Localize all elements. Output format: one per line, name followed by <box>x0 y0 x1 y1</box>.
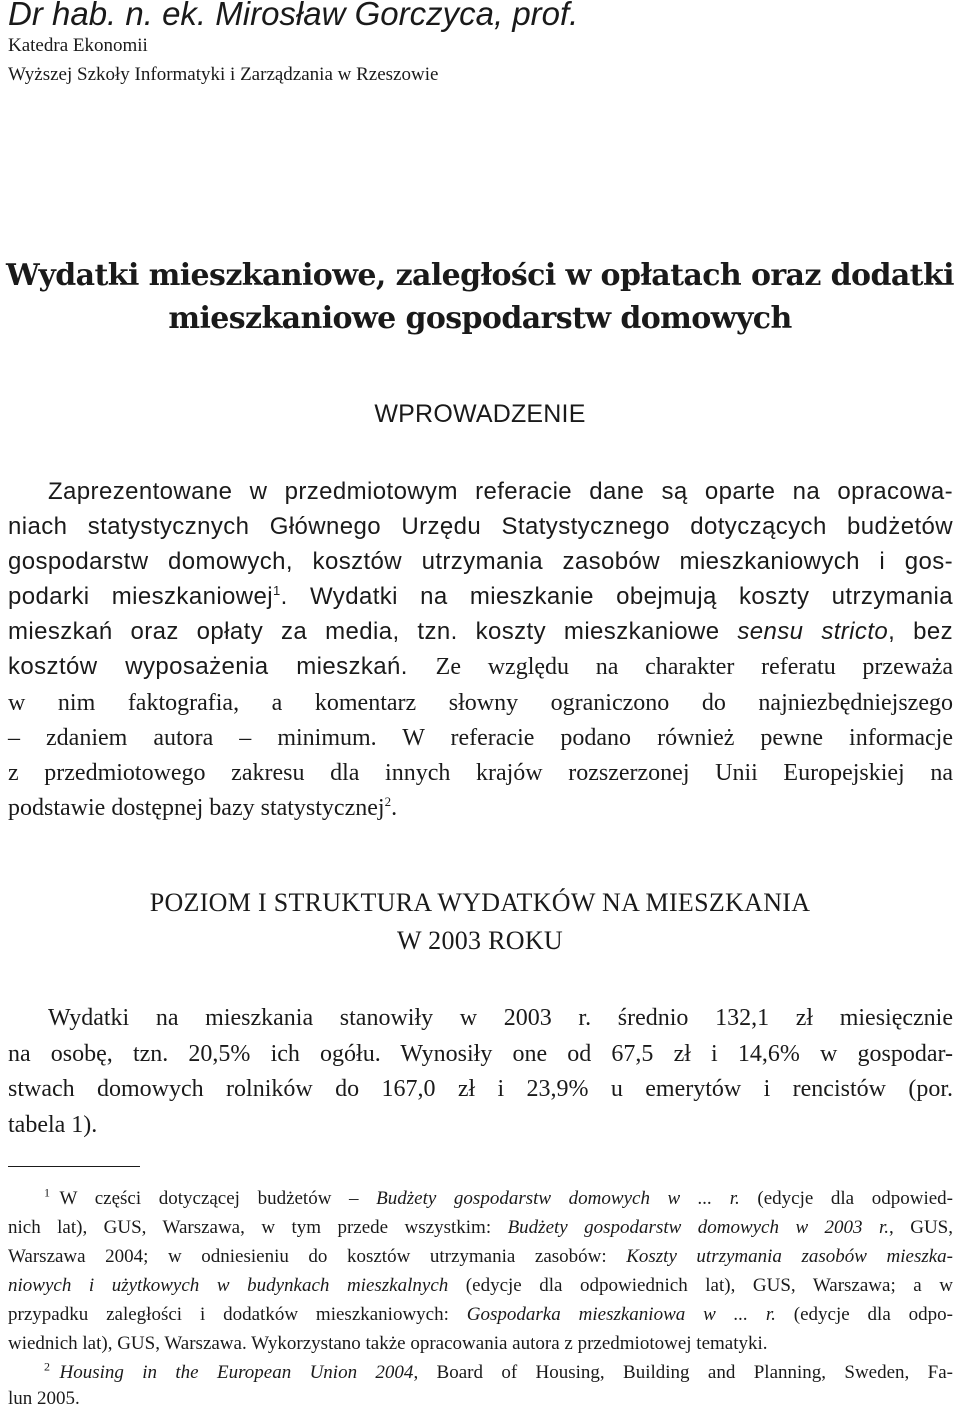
footnote-text: (edycje dla odpowiednich lat), GUS, Warszawa; a w <box>448 1275 953 1296</box>
intro-text: mieszkań oraz opłaty za media, tzn. koszty mieszkaniowe <box>8 618 738 645</box>
footnote-text: Warszawa 2004; w odniesieniu do kosztów utrzymania zasobów: <box>8 1246 627 1267</box>
intro-text: W referacie podano również pewne informacje <box>402 725 953 751</box>
footnote-text <box>50 1362 60 1383</box>
footnote-italic: Budżety gospodarstw domowych w 2003 r. <box>507 1217 890 1238</box>
footnote-text: (edycje dla odpowied- <box>739 1188 953 1209</box>
footnote-text: , GUS, <box>889 1217 954 1238</box>
section-heading-expenditure: POZIOM I STRUKTURA WYDATKÓW NA MIESZKANIA <box>149 888 811 917</box>
footnote-line <box>8 1214 953 1242</box>
section-heading-intro: WPROWADZENIE <box>374 400 586 428</box>
footnote-number: 2 <box>44 1359 50 1374</box>
intro-line <box>8 615 953 649</box>
author-name: Dr hab. n. ek. Mirosław Gorczyca, prof. <box>8 0 579 32</box>
footnote-line <box>8 1301 953 1329</box>
footnote-italic: Housing in the European Union 2004 <box>59 1362 414 1383</box>
intro-line <box>8 791 953 825</box>
intro-text: , bez <box>888 618 954 645</box>
intro-text: . Wydatki na mieszkanie obejmują koszty utrzymania <box>280 583 954 610</box>
paper-title-line-1: Wydatki mieszkaniowe, zaległości w opłatach oraz dodatki <box>6 258 954 293</box>
intro-text: – zdaniem autora – minimum. <box>8 725 403 751</box>
footnote-italic: Koszty utrzymania zasobów mieszka- <box>626 1246 953 1267</box>
intro-line: niach statystycznych Głównego Urzędu Statystycznego dotyczących budżetów <box>8 513 953 540</box>
footnote-line: lun 2005. <box>8 1388 80 1409</box>
intro-text: Ze względu na charakter referatu przeważa <box>435 654 954 680</box>
footnote-italic: Budżety gospodarstw domowych w ... r. <box>376 1188 740 1209</box>
intro-line: z przedmiotowego zakresu dla innych krajów rozszerzonej Unii Europejskiej na <box>8 760 953 786</box>
intro-line: Zaprezentowane w przedmiotowym referacie dane są oparte na opracowa- <box>48 478 953 505</box>
intro-text: podarki mieszkaniowej <box>8 583 274 610</box>
footnote-separator <box>8 1166 140 1167</box>
footnote-text: przypadku zaległości i dodatków mieszkaniowych: <box>8 1304 467 1325</box>
intro-line <box>8 580 953 614</box>
footnote-italic: niowych i użytkowych w budynkach mieszkalnych <box>8 1275 449 1296</box>
footnote-ref-2: 2 <box>384 794 392 809</box>
section-heading-year: W 2003 ROKU <box>396 926 564 955</box>
intro-line <box>8 721 953 755</box>
footnote-italic: Gospodarka mieszkaniowa w ... r. <box>466 1304 776 1325</box>
expenditure-line: tabela 1). <box>8 1112 98 1138</box>
footnote-line <box>8 1185 953 1213</box>
intro-italic-term: sensu stricto <box>737 618 889 645</box>
footnote-text: nich lat), GUS, Warszawa, w tym przede wszystkim: <box>8 1217 508 1238</box>
expenditure-line: Wydatki na mieszkania stanowiły w 2003 r. średnio 132,1 zł miesięcznie <box>48 1005 953 1031</box>
footnote-line <box>8 1243 953 1271</box>
affiliation-department: Katedra Ekonomii <box>8 35 148 56</box>
footnote-text: (edycje dla odpo- <box>775 1304 953 1325</box>
intro-line <box>8 650 953 684</box>
footnote-text: W części dotyczącej budżetów – <box>59 1188 377 1209</box>
paper-title-line-2: mieszkaniowe gospodarstw domowych <box>168 301 792 336</box>
footnote-ref-1: 1 <box>273 583 281 598</box>
footnote-line <box>8 1359 953 1387</box>
intro-text: kosztów wyposażenia mieszkań. <box>8 653 436 680</box>
intro-text: podstawie dostępnej bazy statystycznej <box>8 795 385 821</box>
footnote-text <box>50 1188 60 1209</box>
footnote-line <box>8 1272 953 1300</box>
intro-line: w nim faktografia, a komentarz słowny ograniczono do najniezbędniejszego <box>8 690 953 716</box>
affiliation-school: Wyższej Szkoły Informatyki i Zarządzania w Rzeszowie <box>8 64 439 85</box>
intro-text: . <box>391 795 398 821</box>
expenditure-line: na osobę, tzn. 20,5% ich ogółu. Wynosiły one od 67,5 zł i 14,6% w gospodar- <box>8 1041 953 1067</box>
footnote-text: , Board of Housing, Building and Planning, Sweden, Fa- <box>413 1362 953 1383</box>
expenditure-line: stwach domowych rolników do 167,0 zł i 23,9% u emerytów i rencistów (por. <box>8 1076 953 1102</box>
footnote-line: wiednich lat), GUS, Warszawa. Wykorzystano także opracowania autora z przedmiotowej tematyki. <box>8 1333 768 1354</box>
intro-line: gospodarstw domowych, kosztów utrzymania zasobów mieszkaniowych i gos- <box>8 548 953 575</box>
footnote-number: 1 <box>44 1185 50 1200</box>
